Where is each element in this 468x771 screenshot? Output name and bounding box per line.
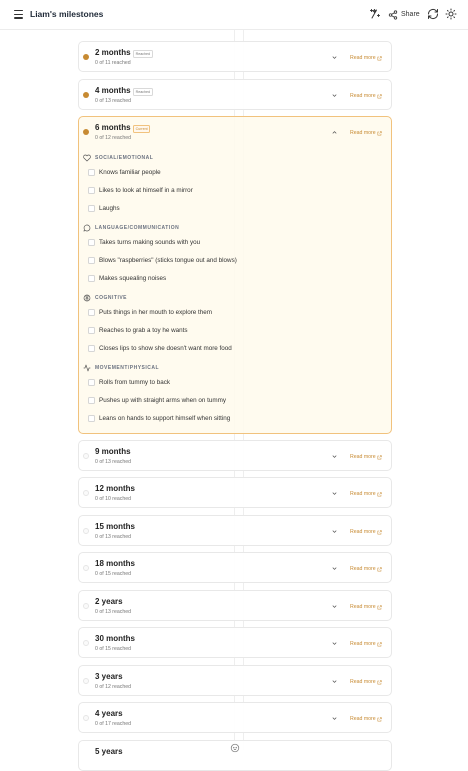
- milestone-checkbox-item[interactable]: [88, 397, 226, 404]
- read-more-label: Read more: [350, 604, 376, 610]
- checkbox[interactable]: [88, 169, 95, 176]
- category-label: LANGUAGE/COMMUNICATION: [95, 225, 180, 231]
- milestone-item-label: Leans on hands to support himself when sitting: [99, 415, 231, 422]
- milestone-item-label: Pushes up with straight arms when on tummy: [99, 397, 227, 404]
- milestone-card-4-months[interactable]: [78, 79, 392, 110]
- read-more-label: Read more: [350, 679, 376, 685]
- checkbox[interactable]: [88, 275, 95, 282]
- chevron-down-icon[interactable]: [331, 603, 338, 610]
- milestone-card-6-months[interactable]: [78, 116, 392, 434]
- read-more-link[interactable]: [350, 529, 382, 535]
- milestone-card-30-months[interactable]: [78, 627, 392, 658]
- milestone-progress: 0 of 13 reached: [95, 459, 132, 465]
- category-cognitive: [83, 294, 127, 302]
- external-link-icon: [377, 530, 382, 535]
- chevron-down-icon[interactable]: [331, 715, 338, 722]
- milestone-status-dot: [83, 603, 89, 609]
- milestone-card-18-months[interactable]: [78, 552, 392, 583]
- milestone-checkbox-item[interactable]: [88, 415, 230, 422]
- sun-icon[interactable]: [445, 8, 457, 20]
- checkbox[interactable]: [88, 239, 95, 246]
- category-label: COGNITIVE: [95, 295, 128, 301]
- milestone-checkbox-item[interactable]: [88, 309, 212, 316]
- external-link-icon: [377, 455, 382, 460]
- checkbox[interactable]: [88, 187, 95, 194]
- external-link-icon: [377, 567, 382, 572]
- external-link-icon: [377, 605, 382, 610]
- read-more-link[interactable]: [350, 716, 382, 722]
- milestone-card-9-months[interactable]: [78, 440, 392, 471]
- external-link-icon: [377, 56, 382, 61]
- milestone-card-15-months[interactable]: [78, 515, 392, 546]
- milestone-status-dot: [83, 129, 89, 135]
- milestone-checkbox-item[interactable]: [88, 345, 232, 352]
- milestone-item-label: Laughs: [99, 205, 120, 212]
- milestone-checkbox-item[interactable]: [88, 169, 161, 176]
- category-label: SOCIAL/EMOTIONAL: [95, 155, 154, 161]
- share-label: Share: [401, 11, 420, 18]
- milestone-checkbox-item[interactable]: [88, 239, 200, 246]
- milestone-item-label: Likes to look at himself in a mirror: [99, 187, 193, 194]
- read-more-link[interactable]: [350, 491, 382, 497]
- read-more-label: Read more: [350, 130, 376, 136]
- milestone-title: 4 months: [95, 86, 131, 95]
- checkbox[interactable]: [88, 205, 95, 212]
- milestone-status-dot: [83, 54, 89, 60]
- milestone-item-label: Closes lips to show she doesn't want more food: [99, 345, 232, 352]
- menu-icon[interactable]: [14, 10, 23, 19]
- milestone-progress: 0 of 15 reached: [95, 571, 132, 577]
- chevron-down-icon[interactable]: [331, 565, 338, 572]
- checkbox[interactable]: [88, 327, 95, 334]
- milestone-title: 15 months: [95, 522, 136, 531]
- read-more-link[interactable]: [350, 679, 382, 685]
- milestone-checkbox-item[interactable]: [88, 205, 120, 212]
- milestone-card-2-years[interactable]: [78, 590, 392, 621]
- milestone-progress: 0 of 13 reached: [95, 534, 132, 540]
- read-more-link[interactable]: [350, 55, 382, 61]
- external-link-icon: [377, 642, 382, 647]
- category-movement-physical: [83, 364, 159, 372]
- share-icon: [388, 10, 398, 20]
- milestone-title: 30 months: [95, 634, 136, 643]
- speech-bubble-icon: [83, 224, 91, 232]
- chevron-down-icon[interactable]: [331, 640, 338, 647]
- status-badge: Current: [133, 125, 150, 133]
- chevron-down-icon[interactable]: [331, 528, 338, 535]
- milestone-item-label: Puts things in her mouth to explore them: [99, 309, 213, 316]
- milestone-title: 9 months: [95, 447, 131, 456]
- milestone-title: 6 months: [95, 123, 131, 132]
- read-more-label: Read more: [350, 529, 376, 535]
- sparkles-icon[interactable]: [369, 8, 381, 20]
- milestone-item-label: Knows familiar people: [99, 169, 161, 176]
- milestone-progress: 0 of 10 reached: [95, 496, 132, 502]
- milestone-item-label: Takes turns making sounds with you: [99, 239, 201, 246]
- milestone-checkbox-item[interactable]: [88, 187, 193, 194]
- category-label: MOVEMENT/PHYSICAL: [95, 365, 160, 371]
- milestone-card-3-years[interactable]: [78, 665, 392, 696]
- category-social-emotional: [83, 154, 153, 162]
- read-more-label: Read more: [350, 566, 376, 572]
- milestone-title: 12 months: [95, 484, 136, 493]
- milestone-progress: 0 of 12 reached: [95, 684, 132, 690]
- status-badge: Reached: [133, 50, 153, 58]
- milestone-title: 2 months: [95, 48, 131, 57]
- chevron-down-icon[interactable]: [331, 678, 338, 685]
- chevron-down-icon[interactable]: [331, 92, 338, 99]
- read-more-label: Read more: [350, 641, 376, 647]
- activity-icon: [83, 364, 91, 372]
- milestone-status-dot: [83, 528, 89, 534]
- milestone-title: 5 years: [95, 747, 123, 756]
- app-header: [0, 0, 468, 30]
- social-icon: [83, 154, 91, 162]
- read-more-label: Read more: [350, 55, 376, 61]
- milestone-status-dot: [83, 453, 89, 459]
- milestone-status-dot: [83, 565, 89, 571]
- milestone-status-dot: [83, 678, 89, 684]
- external-link-icon: [377, 492, 382, 497]
- read-more-link[interactable]: [350, 130, 382, 136]
- milestone-card-4-years[interactable]: [78, 702, 392, 733]
- milestone-item-label: Rolls from tummy to back: [99, 379, 171, 386]
- milestone-progress: 0 of 13 reached: [95, 98, 132, 104]
- milestone-item-label: Blows "raspberries" (sticks tongue out and blows): [99, 257, 237, 264]
- read-more-link[interactable]: [350, 93, 382, 99]
- refresh-icon[interactable]: [427, 8, 439, 20]
- chevron-up-icon[interactable]: [331, 129, 338, 136]
- page-title: Liam's milestones: [30, 9, 104, 19]
- milestone-checkbox-item[interactable]: [88, 275, 166, 282]
- milestone-status-dot: [83, 490, 89, 496]
- milestone-title: 2 years: [95, 597, 123, 606]
- share-button[interactable]: [388, 8, 420, 21]
- baby-icon[interactable]: [230, 743, 240, 753]
- milestone-title: 3 years: [95, 672, 123, 681]
- milestone-progress: 0 of 13 reached: [95, 609, 132, 615]
- read-more-link[interactable]: [350, 566, 382, 572]
- external-link-icon: [377, 717, 382, 722]
- milestone-item-label: Makes squealing noises: [99, 275, 167, 282]
- milestone-progress: 0 of 15 reached: [95, 646, 132, 652]
- milestone-item-label: Reaches to grab a toy he wants: [99, 327, 188, 334]
- read-more-label: Read more: [350, 491, 376, 497]
- milestone-card-2-months[interactable]: [78, 41, 392, 72]
- milestone-status-dot: [83, 715, 89, 721]
- read-more-label: Read more: [350, 716, 376, 722]
- chevron-down-icon[interactable]: [331, 490, 338, 497]
- read-more-link[interactable]: [350, 604, 382, 610]
- read-more-label: Read more: [350, 454, 376, 460]
- checkbox[interactable]: [88, 345, 95, 352]
- category-language-communication: [83, 224, 179, 232]
- checkbox[interactable]: [88, 379, 95, 386]
- read-more-link[interactable]: [350, 454, 382, 460]
- checkbox[interactable]: [88, 415, 95, 422]
- milestone-status-dot: [83, 92, 89, 98]
- chevron-down-icon[interactable]: [331, 54, 338, 61]
- read-more-link[interactable]: [350, 641, 382, 647]
- external-link-icon: [377, 680, 382, 685]
- milestone-status-dot: [83, 640, 89, 646]
- checkbox[interactable]: [88, 397, 95, 404]
- milestone-progress: 0 of 12 reached: [95, 135, 132, 141]
- milestone-title: 18 months: [95, 559, 136, 568]
- external-link-icon: [377, 94, 382, 99]
- checkbox[interactable]: [88, 257, 95, 264]
- milestone-checkbox-item[interactable]: [88, 257, 237, 264]
- milestone-progress: 0 of 17 reached: [95, 721, 132, 727]
- milestone-checkbox-item[interactable]: [88, 327, 188, 334]
- chevron-down-icon[interactable]: [331, 453, 338, 460]
- milestone-progress: 0 of 11 reached: [95, 60, 131, 66]
- external-link-icon: [377, 131, 382, 136]
- status-badge: Reached: [133, 88, 153, 96]
- checkbox[interactable]: [88, 309, 95, 316]
- read-more-label: Read more: [350, 93, 376, 99]
- milestone-card-12-months[interactable]: [78, 477, 392, 508]
- milestone-title: 4 years: [95, 709, 123, 718]
- brain-icon: [83, 294, 91, 302]
- milestone-checkbox-item[interactable]: [88, 379, 170, 386]
